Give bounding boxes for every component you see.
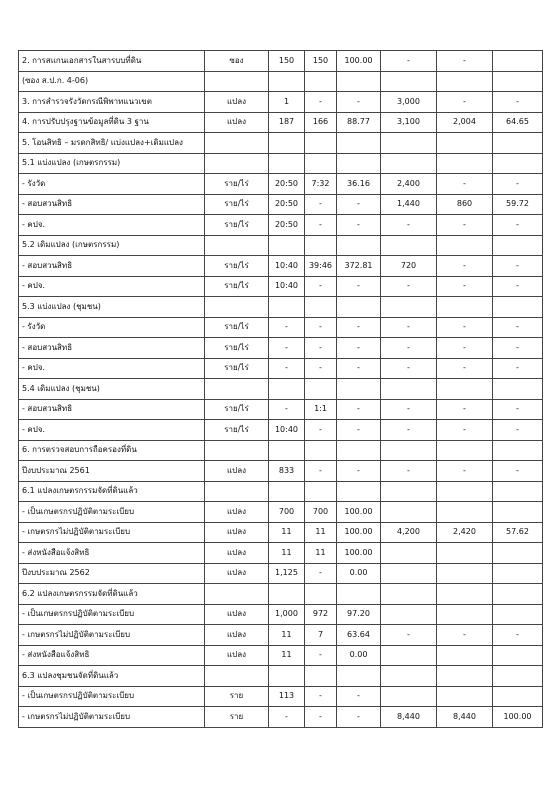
value-cell: - [269, 399, 305, 420]
value-cell [269, 71, 305, 92]
unit-cell [205, 153, 269, 174]
value-cell: - [493, 399, 543, 420]
value-cell: - [437, 625, 493, 646]
unit-cell [205, 481, 269, 502]
value-cell [337, 297, 381, 318]
value-cell: - [493, 215, 543, 236]
value-cell: - [337, 686, 381, 707]
table-row [19, 461, 543, 482]
table-row [19, 92, 543, 113]
value-cell [305, 71, 337, 92]
row-label: - สอบสวนสิทธิ [19, 256, 205, 277]
table-body [19, 51, 543, 728]
value-cell: - [337, 358, 381, 379]
value-cell: 11 [269, 522, 305, 543]
value-cell: - [269, 338, 305, 359]
value-cell: 2,400 [381, 174, 437, 195]
row-label: 5.2 เดิมแปลง (เกษตรกรรม) [19, 235, 205, 256]
value-cell: - [381, 461, 437, 482]
table-row [19, 543, 543, 564]
value-cell: 100.00 [337, 543, 381, 564]
value-cell [337, 481, 381, 502]
value-cell [437, 563, 493, 584]
unit-cell: แปลง [205, 625, 269, 646]
table-row [19, 686, 543, 707]
value-cell: 11 [269, 543, 305, 564]
row-label: (ซอง ส.ป.ก. 4-06) [19, 71, 205, 92]
value-cell: 3,100 [381, 112, 437, 133]
value-cell: 8,440 [381, 707, 437, 728]
value-cell: - [305, 358, 337, 379]
value-cell [381, 71, 437, 92]
value-cell [305, 584, 337, 605]
value-cell [381, 686, 437, 707]
value-cell: 20:50 [269, 215, 305, 236]
value-cell [493, 153, 543, 174]
value-cell [437, 71, 493, 92]
row-label: ปีงบประมาณ 2561 [19, 461, 205, 482]
value-cell: - [337, 707, 381, 728]
row-label: 5. โอนสิทธิ – มรดกสิทธิ/ แบ่งแปลง+เดิมแปลง [19, 133, 205, 154]
value-cell: 7:32 [305, 174, 337, 195]
value-cell: - [305, 686, 337, 707]
value-cell: 11 [269, 645, 305, 666]
table-row [19, 71, 543, 92]
value-cell [493, 666, 543, 687]
table-row [19, 625, 543, 646]
value-cell [269, 481, 305, 502]
value-cell: - [305, 194, 337, 215]
value-cell: 64.65 [493, 112, 543, 133]
value-cell: - [437, 215, 493, 236]
value-cell [337, 153, 381, 174]
value-cell [493, 379, 543, 400]
value-cell: - [437, 317, 493, 338]
value-cell [437, 502, 493, 523]
value-cell [381, 584, 437, 605]
value-cell: - [381, 338, 437, 359]
value-cell: - [337, 420, 381, 441]
row-label: 5.4 เดิมแปลง (ชุมชน) [19, 379, 205, 400]
value-cell [337, 666, 381, 687]
unit-cell [205, 379, 269, 400]
value-cell [437, 584, 493, 605]
table-row [19, 399, 543, 420]
value-cell [381, 481, 437, 502]
value-cell: 39:46 [305, 256, 337, 277]
value-cell: 113 [269, 686, 305, 707]
value-cell [269, 133, 305, 154]
value-cell [493, 481, 543, 502]
value-cell: - [381, 399, 437, 420]
row-label: - เป็นเกษตรกรปฏิบัติตามระเบียบ [19, 604, 205, 625]
value-cell [381, 543, 437, 564]
value-cell: - [493, 256, 543, 277]
value-cell: - [337, 92, 381, 113]
value-cell: 57.62 [493, 522, 543, 543]
value-cell: - [381, 420, 437, 441]
value-cell: - [305, 707, 337, 728]
value-cell: - [269, 358, 305, 379]
value-cell: - [337, 194, 381, 215]
value-cell: 11 [269, 625, 305, 646]
value-cell [381, 379, 437, 400]
value-cell [437, 666, 493, 687]
value-cell: - [337, 317, 381, 338]
value-cell [493, 71, 543, 92]
table-row [19, 502, 543, 523]
value-cell: - [305, 338, 337, 359]
value-cell: 972 [305, 604, 337, 625]
value-cell: 20:50 [269, 194, 305, 215]
value-cell: - [493, 625, 543, 646]
table-row [19, 215, 543, 236]
row-label: - สอบสวนสิทธิ [19, 399, 205, 420]
table-row [19, 584, 543, 605]
value-cell: - [305, 92, 337, 113]
row-label: - เกษตรกรไม่ปฏิบัติตามระเบียบ [19, 707, 205, 728]
unit-cell: ราย/ไร่ [205, 174, 269, 195]
value-cell [305, 666, 337, 687]
value-cell: - [493, 174, 543, 195]
value-cell: - [269, 707, 305, 728]
value-cell: 150 [269, 51, 305, 72]
table-row [19, 522, 543, 543]
value-cell [305, 440, 337, 461]
value-cell [269, 666, 305, 687]
value-cell [493, 563, 543, 584]
value-cell: 59.72 [493, 194, 543, 215]
value-cell [337, 440, 381, 461]
value-cell: - [305, 317, 337, 338]
value-cell [337, 133, 381, 154]
row-label: - เกษตรกรไม่ปฏิบัติตามระเบียบ [19, 522, 205, 543]
value-cell: - [437, 92, 493, 113]
row-label: - เกษตรกรไม่ปฏิบัติตามระเบียบ [19, 625, 205, 646]
value-cell [437, 235, 493, 256]
value-cell: - [305, 276, 337, 297]
row-label: - เป็นเกษตรกรปฏิบัติตามระเบียบ [19, 686, 205, 707]
value-cell [437, 440, 493, 461]
value-cell: 372.81 [337, 256, 381, 277]
value-cell: - [437, 174, 493, 195]
value-cell [269, 297, 305, 318]
table-row [19, 645, 543, 666]
row-label: 5.3 แบ่งแปลง (ชุมชน) [19, 297, 205, 318]
table-row [19, 604, 543, 625]
value-cell: - [437, 358, 493, 379]
value-cell [493, 440, 543, 461]
value-cell: 1:1 [305, 399, 337, 420]
unit-cell: ราย/ไร่ [205, 358, 269, 379]
value-cell: - [437, 399, 493, 420]
value-cell: 1,440 [381, 194, 437, 215]
value-cell: - [381, 215, 437, 236]
value-cell: 100.00 [337, 51, 381, 72]
unit-cell: แปลง [205, 604, 269, 625]
value-cell [269, 153, 305, 174]
value-cell: - [337, 338, 381, 359]
value-cell [437, 481, 493, 502]
value-cell: 10:40 [269, 256, 305, 277]
value-cell: 100.00 [493, 707, 543, 728]
unit-cell: แปลง [205, 461, 269, 482]
unit-cell: ราย [205, 686, 269, 707]
table-row [19, 338, 543, 359]
value-cell: 1,000 [269, 604, 305, 625]
value-cell: 2,420 [437, 522, 493, 543]
value-cell [437, 604, 493, 625]
value-cell [437, 543, 493, 564]
unit-cell [205, 235, 269, 256]
value-cell [305, 153, 337, 174]
value-cell: - [493, 358, 543, 379]
table-row [19, 112, 543, 133]
value-cell: - [305, 645, 337, 666]
value-cell: 150 [305, 51, 337, 72]
value-cell: 720 [381, 256, 437, 277]
value-cell [381, 563, 437, 584]
value-cell: 8,440 [437, 707, 493, 728]
value-cell [381, 604, 437, 625]
value-cell [305, 379, 337, 400]
row-label: - คปจ. [19, 215, 205, 236]
unit-cell: แปลง [205, 502, 269, 523]
unit-cell: ราย/ไร่ [205, 317, 269, 338]
value-cell [493, 133, 543, 154]
row-label: 3. การสำรวจรังวัดกรณีพิพาทแนวเขต [19, 92, 205, 113]
value-cell: 0.00 [337, 563, 381, 584]
unit-cell [205, 440, 269, 461]
value-cell: - [437, 461, 493, 482]
value-cell: 100.00 [337, 522, 381, 543]
value-cell: - [437, 420, 493, 441]
value-cell [337, 71, 381, 92]
unit-cell: แปลง [205, 522, 269, 543]
value-cell [493, 686, 543, 707]
unit-cell: ราย [205, 707, 269, 728]
unit-cell: ราย/ไร่ [205, 338, 269, 359]
value-cell: - [493, 338, 543, 359]
value-cell: 10:40 [269, 276, 305, 297]
value-cell: 10:40 [269, 420, 305, 441]
unit-cell [205, 71, 269, 92]
table-row [19, 133, 543, 154]
value-cell: - [381, 358, 437, 379]
value-cell: - [337, 461, 381, 482]
value-cell [381, 235, 437, 256]
value-cell [269, 379, 305, 400]
results-table [18, 50, 543, 728]
unit-cell [205, 666, 269, 687]
table-row [19, 420, 543, 441]
table-row [19, 174, 543, 195]
value-cell: 1 [269, 92, 305, 113]
value-cell: - [493, 92, 543, 113]
value-cell [437, 379, 493, 400]
value-cell [493, 584, 543, 605]
value-cell [493, 235, 543, 256]
value-cell [381, 297, 437, 318]
value-cell [269, 235, 305, 256]
table-row [19, 153, 543, 174]
unit-cell [205, 297, 269, 318]
value-cell [493, 645, 543, 666]
value-cell: - [493, 317, 543, 338]
value-cell: 187 [269, 112, 305, 133]
value-cell: - [493, 276, 543, 297]
row-label: - คปจ. [19, 358, 205, 379]
value-cell [337, 379, 381, 400]
value-cell: - [437, 276, 493, 297]
unit-cell: ราย/ไร่ [205, 215, 269, 236]
value-cell [381, 133, 437, 154]
value-cell [381, 645, 437, 666]
value-cell: 0.00 [337, 645, 381, 666]
row-label: 4. การปรับปรุงฐานข้อมูลที่ดิน 3 ฐาน [19, 112, 205, 133]
value-cell: 7 [305, 625, 337, 646]
value-cell: 63.64 [337, 625, 381, 646]
unit-cell: แปลง [205, 543, 269, 564]
value-cell: 20:50 [269, 174, 305, 195]
value-cell: - [337, 399, 381, 420]
row-label: 5.1 แบ่งแปลง (เกษตรกรรม) [19, 153, 205, 174]
table-row [19, 297, 543, 318]
value-cell: 1,125 [269, 563, 305, 584]
table-row [19, 358, 543, 379]
value-cell: - [381, 51, 437, 72]
value-cell: 4,200 [381, 522, 437, 543]
value-cell [269, 440, 305, 461]
value-cell [437, 133, 493, 154]
value-cell [305, 297, 337, 318]
row-label: 6.2 แปลงเกษตรกรรมจัดที่ดินแล้ว [19, 584, 205, 605]
value-cell [269, 584, 305, 605]
row-label: - คปจ. [19, 276, 205, 297]
unit-cell: ราย/ไร่ [205, 276, 269, 297]
table-row [19, 666, 543, 687]
table-row [19, 276, 543, 297]
value-cell: 833 [269, 461, 305, 482]
row-label: - คปจ. [19, 420, 205, 441]
value-cell: - [381, 625, 437, 646]
value-cell: - [305, 563, 337, 584]
value-cell: - [381, 276, 437, 297]
value-cell: - [305, 215, 337, 236]
value-cell [493, 502, 543, 523]
unit-cell [205, 133, 269, 154]
value-cell [337, 584, 381, 605]
value-cell [305, 235, 337, 256]
value-cell [381, 440, 437, 461]
table-row [19, 707, 543, 728]
value-cell: 700 [269, 502, 305, 523]
value-cell: - [437, 51, 493, 72]
value-cell: 2,004 [437, 112, 493, 133]
value-cell [493, 297, 543, 318]
row-label: - สอบสวนสิทธิ [19, 338, 205, 359]
value-cell: 3,000 [381, 92, 437, 113]
table-row [19, 194, 543, 215]
unit-cell: แปลง [205, 112, 269, 133]
table-row [19, 379, 543, 400]
table-row [19, 51, 543, 72]
value-cell: - [305, 420, 337, 441]
unit-cell: แปลง [205, 645, 269, 666]
value-cell [437, 153, 493, 174]
value-cell: - [337, 276, 381, 297]
table-row [19, 440, 543, 461]
row-label: - ส่งหนังสือแจ้งสิทธิ [19, 645, 205, 666]
value-cell: - [269, 317, 305, 338]
unit-cell [205, 584, 269, 605]
value-cell: 700 [305, 502, 337, 523]
unit-cell: แปลง [205, 92, 269, 113]
value-cell: - [437, 338, 493, 359]
row-label: - สอบสวนสิทธิ [19, 194, 205, 215]
value-cell [493, 51, 543, 72]
row-label: - เป็นเกษตรกรปฏิบัติตามระเบียบ [19, 502, 205, 523]
value-cell: 88.77 [337, 112, 381, 133]
value-cell [337, 235, 381, 256]
value-cell: - [493, 420, 543, 441]
value-cell [381, 502, 437, 523]
value-cell: 36.16 [337, 174, 381, 195]
row-label: - ส่งหนังสือแจ้งสิทธิ [19, 543, 205, 564]
unit-cell: ราย/ไร่ [205, 194, 269, 215]
row-label: 6.1 แปลงเกษตรกรรมจัดที่ดินแล้ว [19, 481, 205, 502]
row-label: 6. การตรวจสอบการถือครองที่ดิน [19, 440, 205, 461]
row-label: 6.3 แปลงชุมชนจัดที่ดินแล้ว [19, 666, 205, 687]
value-cell [493, 604, 543, 625]
table-row [19, 317, 543, 338]
value-cell [437, 297, 493, 318]
value-cell: - [493, 461, 543, 482]
row-label: - รังวัด [19, 174, 205, 195]
table-row [19, 235, 543, 256]
value-cell: 860 [437, 194, 493, 215]
value-cell: 11 [305, 543, 337, 564]
row-label: ปีงบประมาณ 2562 [19, 563, 205, 584]
value-cell [305, 133, 337, 154]
value-cell: 166 [305, 112, 337, 133]
table-row [19, 563, 543, 584]
value-cell [381, 666, 437, 687]
unit-cell: ราย/ไร่ [205, 256, 269, 277]
value-cell: - [381, 317, 437, 338]
unit-cell: ซอง [205, 51, 269, 72]
value-cell [305, 481, 337, 502]
value-cell [493, 543, 543, 564]
value-cell: 97.20 [337, 604, 381, 625]
table-row [19, 256, 543, 277]
unit-cell: ราย/ไร่ [205, 399, 269, 420]
value-cell: - [305, 461, 337, 482]
unit-cell: แปลง [205, 563, 269, 584]
row-label: - รังวัด [19, 317, 205, 338]
row-label: 2. การสแกนเอกสารในสารบบที่ดิน [19, 51, 205, 72]
value-cell [437, 686, 493, 707]
table-row [19, 481, 543, 502]
value-cell [381, 153, 437, 174]
unit-cell: ราย/ไร่ [205, 420, 269, 441]
value-cell: - [437, 256, 493, 277]
value-cell [437, 645, 493, 666]
value-cell: 11 [305, 522, 337, 543]
value-cell: 100.00 [337, 502, 381, 523]
value-cell: - [337, 215, 381, 236]
